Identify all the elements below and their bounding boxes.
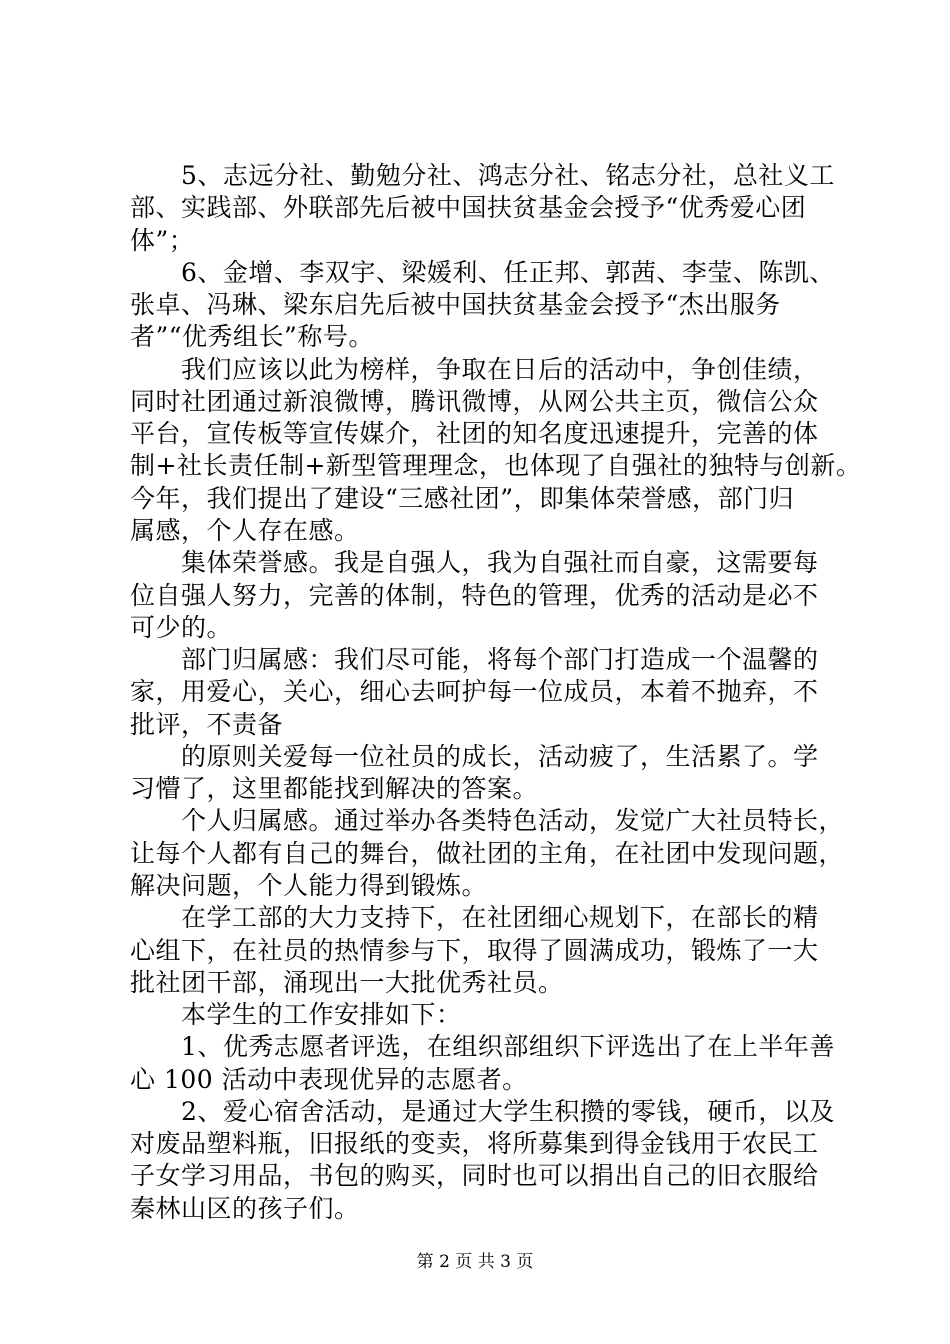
text-line: 批评，不责备	[130, 710, 284, 739]
text-line: 属感，个人存在感。	[130, 516, 360, 545]
text-line: 本学生的工作安排如下：	[130, 1000, 462, 1029]
text-line: 同时社团通过新浪微博，腾讯微博，从网公共主页，微信公众	[130, 387, 819, 416]
text-line: 部、实践部、外联部先后被中国扶贫基金会授予“优秀爱心团	[130, 193, 807, 222]
text-line: 今年，我们提出了建设“三感社团”，即集体荣誉感，部门归	[130, 484, 795, 513]
text-line: 位自强人努力，完善的体制，特色的管理，优秀的活动是必不	[130, 581, 819, 610]
text-line: 子女学习用品，书包的购买，同时也可以捐出自己的旧衣服给	[130, 1161, 819, 1190]
text-line: 部门归属感：我们尽可能，将每个部门打造成一个温馨的	[130, 645, 819, 674]
text-line: 集体荣誉感。我是自强人，我为自强社而自豪，这需要每	[130, 548, 819, 577]
text-line: 者”“优秀组长”称号。	[130, 322, 374, 351]
text-line: 批社团干部，涌现出一大批优秀社员。	[130, 968, 564, 997]
text-line: 体”；	[130, 226, 195, 255]
page-number-footer: 第 2 页 共 3 页	[416, 1252, 534, 1272]
text-line: 张卓、冯琳、梁东启先后被中国扶贫基金会授予“杰出服务	[130, 290, 781, 319]
text-line: 对废品塑料瓶，旧报纸的变卖，将所募集到得金钱用于农民工	[130, 1129, 819, 1158]
text-line: 家，用爱心，关心，细心去呵护每一位成员，本着不抛弃，不	[130, 677, 819, 706]
text-line: 秦林山区的孩子们。	[130, 1194, 360, 1223]
text-line: 个人归属感。通过举办各类特色活动，发觉广大社员特长，	[130, 806, 845, 835]
text-line: 习懵了，这里都能找到解决的答案。	[130, 774, 539, 803]
text-line: 2、爱心宿舍活动，是通过大学生积攒的零钱，硬币，以及	[130, 1097, 835, 1126]
text-line: 1、优秀志愿者评选，在组织部组织下评选出了在上半年善	[130, 1032, 835, 1061]
text-line: 在学工部的大力支持下，在社团细心规划下，在部长的精	[130, 903, 819, 932]
text-line: 6、金增、李双宇、梁媛利、任正邦、郭茜、李莹、陈凯、	[130, 258, 835, 287]
text-line: 心组下，在社员的热情参与下，取得了圆满成功，锻炼了一大	[130, 936, 819, 965]
text-line: 可少的。	[130, 613, 233, 642]
text-line: 制+社长责任制+新型管理理念，也体现了自强社的独特与创新。	[130, 451, 862, 480]
text-line: 我们应该以此为榜样，争取在日后的活动中，争创佳绩，	[130, 355, 819, 384]
text-line: 解决问题，个人能力得到锻炼。	[130, 871, 488, 900]
text-line: 5、志远分社、勤勉分社、鸿志分社、铭志分社，总社义工	[130, 161, 835, 190]
text-line: 让每个人都有自己的舞台，做社团的主角，在社团中发现问题，	[130, 839, 845, 868]
text-line: 心 100 活动中表现优异的志愿者。	[130, 1065, 528, 1094]
text-line: 平台，宣传板等宣传媒介，社团的知名度迅速提升，完善的体	[130, 419, 819, 448]
text-line: 的原则关爱每一位社员的成长，活动疲了，生活累了。学	[130, 742, 819, 771]
